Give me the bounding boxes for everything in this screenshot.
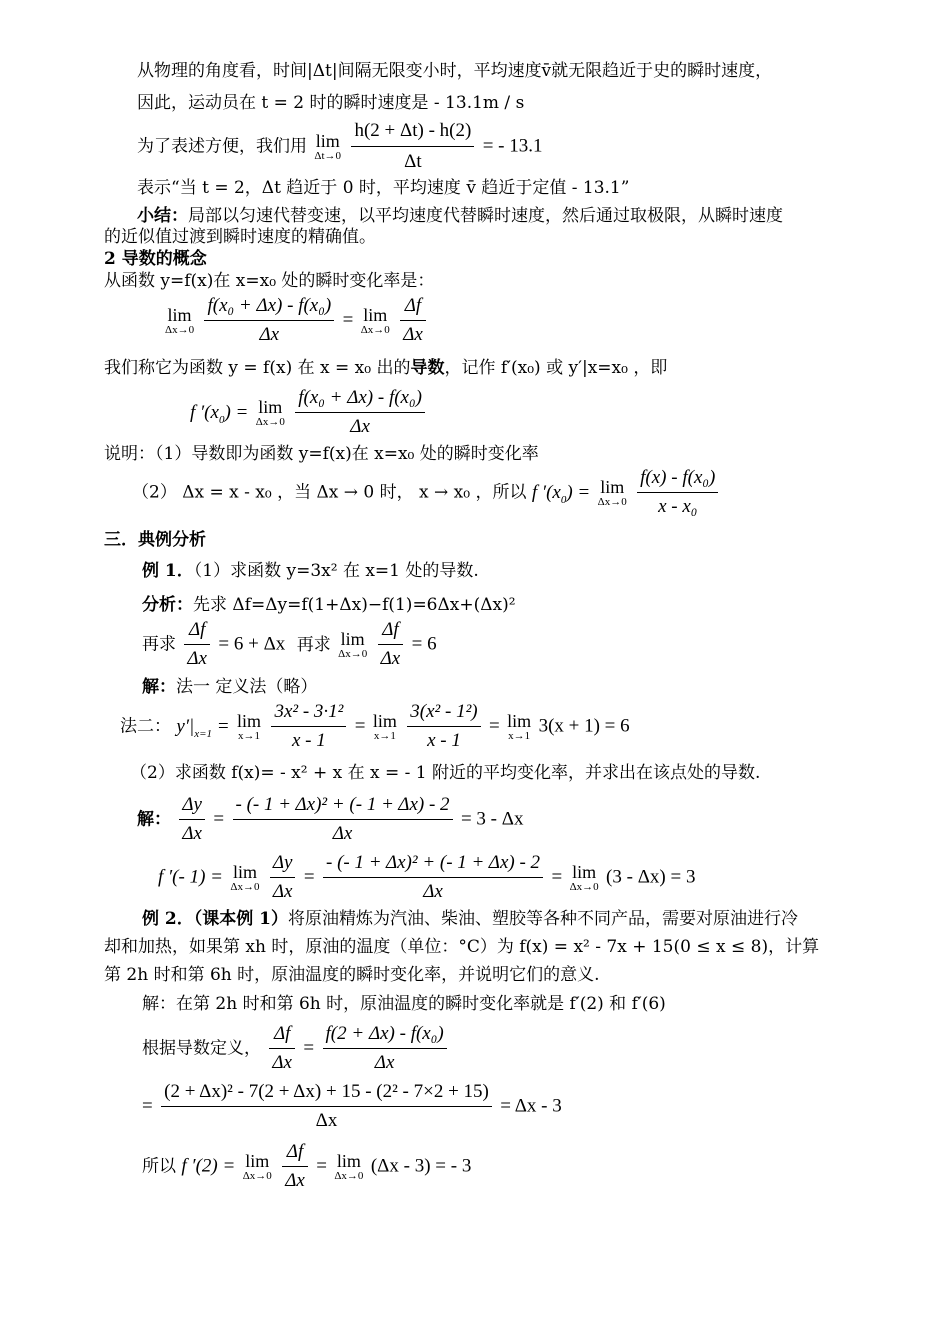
text-line-2: 因此，运动员在 t = 2 时的瞬时速度是 - 13.1m / s — [137, 93, 525, 113]
text-line-1: 从物理的角度看，时间|Δt|间隔无限变小时，平均速度v̄就无限趋近于史的瞬时速度， — [137, 61, 773, 81]
example-1-method-2: 法二： $y'|_{x=1}$ = lim x→1 $\frac{\text{3x² - 3·1²}}{x - 1}$ = lim x→1 $\frac{\text{3(x² - 1²)}}{x - 1}$ = lim x→1 3(x + 1) = 6 — [120, 701, 630, 751]
example-1-q2-solution: 解： $\frac{\Delta y}{\Delta x}$ = $\frac{\text{- (- 1 + Δx)² + (- 1 + Δx) - 2}}{\Delta x}$ = 3 - Δx — [137, 794, 524, 844]
note-1: 说明：（1）导数即为函数 y=f(x)在 x=x₀ 处的瞬时变化率 — [104, 444, 539, 464]
s2-intro: 从函数 y=f(x)在 x=x₀ 处的瞬时变化率是： — [104, 271, 435, 291]
summary-line-2: 的近似值过渡到瞬时速度的精确值。 — [104, 227, 376, 247]
note-2: （2） Δx = x - x₀ ，当 Δx → 0 时， x → x₀ ，所以 f $'(x_0)$ = lim Δx→0 $\frac{\text{f(x) - f(x₀)}}{\text{x - x₀}}$ — [132, 466, 721, 519]
section-title-derivative: 2 导数的概念 — [104, 249, 207, 269]
example-2-expansion: = $\frac{\text{(2 + Δx)² - 7(2 + Δx) + 15 - (2² - 7×2 + 15)}}{\Delta x}$ = Δx - 3 — [142, 1081, 562, 1131]
summary-line-1: 小结：局部以匀速代替变速，以平均速度代替瞬时速度，然后通过取极限，从瞬时速度 — [137, 206, 783, 226]
example-1-analysis: 分析：先求 Δf=Δy=f(1+Δx)−f(1)=6Δx+(Δx)² — [142, 595, 516, 615]
lim-operator: lim Δt→0 — [314, 130, 342, 162]
example-2-line-3: 第 2h 时和第 6h 时，原油温度的瞬时变化率，并说明它们的意义. — [104, 965, 600, 985]
example-2-definition: 根据导数定义， $\frac{\Delta f}{\Delta x}$ = $\frac{\text{f(2 + Δx) - f(x₀)}}{\Delta x}$ — [142, 1022, 450, 1075]
derivative-limit-definition: lim Δx→0 $\frac{\text{f(x₀ + Δx) - f(x₀)}}{\Delta x}$ = lim Δx→0 $\frac{\Delta f}{\Delta x}$ — [163, 294, 429, 347]
example-2-line-2: 却和加热，如果第 xh 时，原油的温度（单位：°C）为 f(x) = x² - 7x + 15(0 ≤ x ≤ 8)，计算 — [104, 937, 820, 957]
section-title-examples: 三．典例分析 — [104, 530, 206, 550]
example-2-line-1: 例 2．（课本例 1）将原油精炼为汽油、柴油、塑胶等各种不同产品，需要对原油进行冷 — [142, 909, 798, 929]
example-1-again: 再求 $\frac{\Delta f}{\Delta x}$ = 6 + Δx 再求 lim Δx→0 $\frac{\Delta f}{\Delta x}$ = 6 — [142, 619, 437, 669]
example-2-solution: 解：在第 2h 时和第 6h 时，原油温度的瞬时变化率就是 f′(2) 和 f′(6) — [142, 994, 666, 1014]
example-1-solution-method-1: 解：法一 定义法（略） — [142, 677, 318, 697]
derivative-notation-formula: f $'(x_0)$ = lim Δx→0 $\frac{\text{f(x₀ + Δx) - f(x₀)}}{\Delta x}$ — [190, 386, 428, 439]
example-1-question: 例 1．（1）求函数 y=3x² 在 x=1 处的导数. — [142, 561, 479, 581]
example-1-question-2: （2）求函数 f(x)= - x² + x 在 x = - 1 附近的平均变化率，并求出在该点处的导数. — [130, 763, 761, 783]
s2-call-derivative: 我们称它为函数 y = f(x) 在 x = x₀ 出的导数，记作 f′(x₀) 或 y′|x=x₀ ，即 — [104, 358, 668, 378]
example-2-result: 所以 f ′(2) = lim Δx→0 $\frac{\Delta f}{\Delta x}$ = lim Δx→0 (Δx - 3) = - 3 — [142, 1141, 472, 1191]
example-1-q2-derivative: f ′(- 1) = lim Δx→0 $\frac{\Delta y}{\Delta x}$ = $\frac{\text{- (- 1 + Δx)² + (- 1 + Δx) - 2}}{\Delta x}$ = lim Δx→0 (3 - Δx) = 3 — [158, 852, 696, 902]
fraction-h: $\frac{h(2 + \Delta t) - h(2)}{\Delta t}$ — [351, 118, 474, 175]
text-line-4: 表示“当 t = 2，Δt 趋近于 0 时，平均速度 v̄ 趋近于定值 - 13.1” — [137, 178, 630, 198]
limit-expression-h: 为了表述方便，我们用 lim Δt→0 $\frac{h(2 + \Delta t) - h(2)}{\Delta t}$ = - 13.1 — [137, 118, 543, 175]
